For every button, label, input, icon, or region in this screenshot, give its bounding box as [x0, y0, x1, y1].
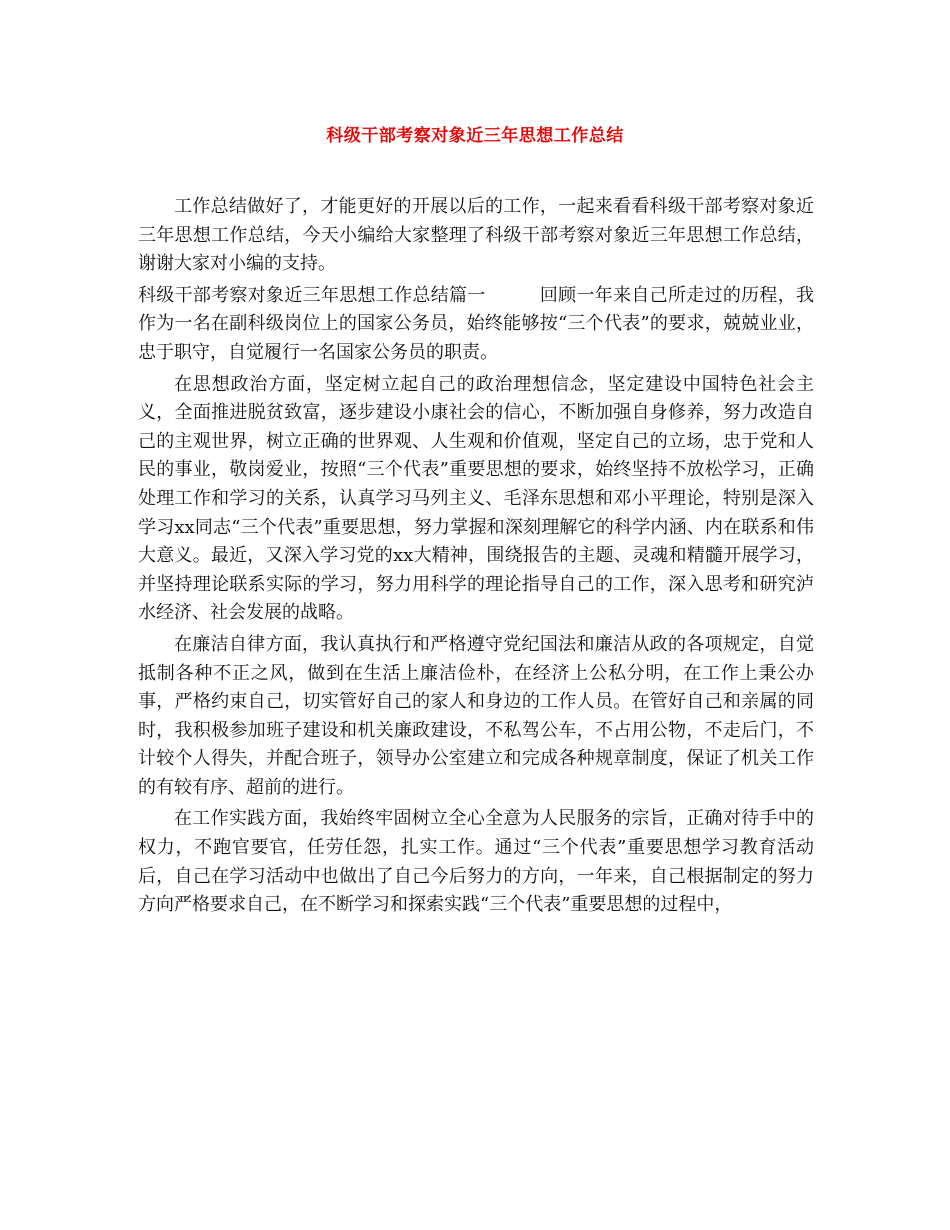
body-paragraph: 在工作实践方面，我始终牢固树立全心全意为人民服务的宗旨，正确对待手中的权力，不跑官要官，任劳任怨，扎实工作。通过“三个代表”重要思想学习教育活动后，自己在学习活动中也做出了自己今后努力的方向，一年来，自己根据制定的努力方向严格要求自己，在不断学习和探索实践“三个代表”重要思想的过程中，	[138, 808, 814, 916]
body-paragraph: 在思想政治方面，坚定树立起自己的政治理想信念，坚定建设中国特色社会主义，全面推进脱贫致富，逐步建设小康社会的信心，不断加强自身修养，努力改造自己的主观世界，树立正确的世界观、人生观和价值观，坚定自己的立场，忠于党和人民的事业，敬岗爱业，按照“三个代表”重要思想的要求，始终坚持不放松学习，正确处理工作和学习的关系，认真学习马列主义、毛泽东思想和邓小平理论，特别是深入学习xx同志“三个代表”重要思想，努力掌握和深刻理解它的科学内涵、内在联系和伟大意义。最近，又深入学习党的xx大精神，围绕报告的主题、灵魂和精髓开展学习，并坚持理论联系实际的学习，努力用科学的理论指导自己的工作，深入思考和研究泸水经济、社会发展的战略。	[138, 373, 814, 624]
section-paragraph	[138, 282, 814, 368]
document-body	[138, 193, 814, 923]
intro-paragraph: 工作总结做好了，才能更好的开展以后的工作，一起来看看科级干部考察对象近三年思想工作总结，今天小编给大家整理了科级干部考察对象近三年思想工作总结，谢谢大家对小编的支持。	[138, 196, 814, 275]
body-paragraph: 在廉洁自律方面，我认真执行和严格遵守党纪国法和廉洁从政的各项规定，自觉抵制各种不正之风，做到在生活上廉洁俭朴，在经济上公私分明，在工作上秉公办事，严格约束自己，切实管好自己的家人和身边的工作人员。在管好自己和亲属的同时，我积极参加班子建设和机关廉政建设，不私驾公车，不占用公物，不走后门，不计较个人得失，并配合班子，领导办公室建立和完成各种规章制度，保证了机关工作的有较有序、超前的进行。	[138, 633, 814, 798]
section-lead: 回顾一年来自己所走过的历程，我作为一名在副科级岗位上的国家公务员，始终能够按“三个代表”的要求，兢兢业业，忠于职守，自觉履行一名国家公务员的职责。	[138, 284, 815, 363]
section-heading: 科级干部考察对象近三年思想工作总结篇一	[138, 284, 486, 306]
document-title: 科级干部考察对象近三年思想工作总结	[326, 126, 624, 146]
